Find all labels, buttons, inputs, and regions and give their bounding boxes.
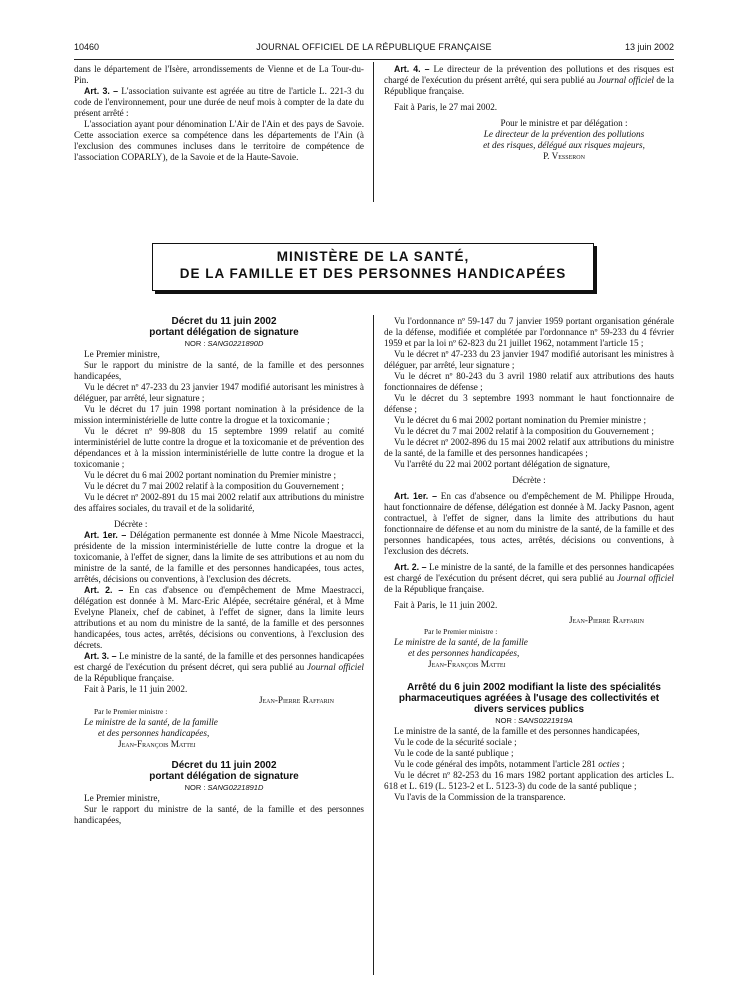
column-separator xyxy=(373,62,374,202)
paragraph: Vu le décret du 6 mai 2002 portant nomination du Premier ministre ; xyxy=(84,470,337,480)
left-column xyxy=(74,316,364,826)
arrete-title: Arrêté du 6 juin 2002 modifiant la liste des spécialités pharmaceutiques agréées à l'usage des collectivités et divers services publics xyxy=(398,682,661,715)
header-rule xyxy=(74,59,674,60)
page-number: 10460 xyxy=(74,42,100,52)
paragraph: Vu l'arrêté du 22 mai 2002 portant délégation de signature, xyxy=(394,459,610,469)
column-separator xyxy=(373,315,374,975)
paragraph: Vu le décret du 3 septembre 1993 nommant le haut fonctionnaire de défense ; xyxy=(384,393,674,414)
top-left-column xyxy=(74,64,364,163)
signatory: Jean-Pierre Raffarin xyxy=(258,695,334,705)
decrete: Décrète : xyxy=(114,519,148,529)
director-title-1: Le directeur de la prévention des pollutions xyxy=(483,129,645,139)
article-4: Art. 4. – Le directeur de la prévention des pollutions et des risques est chargé de l'exécution du présent arrêté, qui sera publié au Journal officiel de la République française. xyxy=(384,64,674,96)
issue-date: 13 juin 2002 xyxy=(624,42,674,52)
paragraph: Le Premier ministre, xyxy=(84,349,160,359)
paragraph: Vu le décret du 17 juin 1998 portant nomination à la présidence de la mission interministérielle de lutte contre la drogue et la toxicomanie ; xyxy=(74,404,364,425)
signatory: P. Vesseron xyxy=(543,151,585,161)
decree-2-nor: NOR : SANG0221891D xyxy=(184,783,264,792)
journal-title: JOURNAL OFFICIEL DE LA RÉPUBLIQUE FRANÇAISE xyxy=(256,42,492,52)
paragraph: dans le département de l'Isère, arrondissements de Vienne et de La Tour-du-Pin. xyxy=(74,64,364,85)
ministry-line-1: MINISTÈRE DE LA SANTÉ, xyxy=(276,249,470,264)
paragraph: Vu le décret du 7 mai 2002 relatif à la composition du Gouvernement ; xyxy=(394,426,654,436)
minister-title-2: et des personnes handicapées, xyxy=(408,648,520,658)
decree-2-subtitle: portant délégation de signature xyxy=(149,771,299,782)
paragraph: Vu le décret du 6 mai 2002 portant nomination du Premier ministre ; xyxy=(394,415,647,425)
decree-2-title: Décret du 11 juin 2002 xyxy=(171,760,277,771)
paragraph: Sur le rapport du ministre de la santé, de la famille et des personnes handicapées, xyxy=(74,360,364,381)
pour-le-ministre: Pour le ministre et par délégation : xyxy=(500,118,628,128)
decree-1-nor: NOR : SANG0221890D xyxy=(184,339,264,348)
par-premier-ministre: Par le Premier ministre : xyxy=(424,627,498,636)
paragraph: L'association ayant pour dénomination L'Air de l'Ain et des pays de Savoie. Cette association exerce sa compétence dans les départements de l'Ain (à l'exclusion des communes incluses dans le territoire de compétence de l'association COPARLY), de la Savoie et de la Haute-Savoie. xyxy=(74,119,364,162)
fait-a-paris: Fait à Paris, le 11 juin 2002. xyxy=(84,684,188,694)
article-3: Art. 3. – L'association suivante est agréée au titre de l'article L. 221-3 du code de l'environnement, pour une durée de neuf mois à compter de la date du présent arrêté : xyxy=(74,86,364,118)
paragraph: Le Premier ministre, xyxy=(84,793,160,803)
article-2: Art. 2. – En cas d'absence ou d'empêchement de Mme Maestracci, délégation est donnée à M. Marc-Eric Alépée, secrétaire général, et à Mme Evelyne Planeix, chef de cabinet, à l'effet de signer, dans la limite leurs attributions et au nom du ministre de la santé, de la famille et des personnes handicapées, tous actes, arrêtés, décisions ou conventions, à l'exclusion des décrets. xyxy=(74,585,364,650)
minister-title-1: Le ministre de la santé, de la famille xyxy=(84,717,218,727)
paragraph: Vu le décret nº 82-253 du 16 mars 1982 portant application des articles L. 618 et L. 619 (L. 5123-2 et L. 5123-3) du code de la santé publique ; xyxy=(384,770,674,791)
paragraph: Vu le décret nº 47-233 du 23 janvier 1947 modifié autorisant les ministres à déléguer, par arrêté, leur signature ; xyxy=(384,349,674,370)
signatory: Jean-Pierre Raffarin xyxy=(568,615,644,625)
decree-1-subtitle: portant délégation de signature xyxy=(149,327,299,338)
paragraph: Vu le décret nº 2002-891 du 15 mai 2002 relatif aux attributions du ministre des affaires sociales, du travail et de la solidarité, xyxy=(74,492,364,513)
minister-signatory: Jean-François Mattei xyxy=(428,659,506,669)
paragraph: Vu le décret du 7 mai 2002 relatif à la composition du Gouvernement ; xyxy=(84,481,344,491)
paragraph: Vu l'ordonnance nº 59-147 du 7 janvier 1959 portant organisation générale de la défense, modifiée et complétée par l'ordonnance nº 59-233 du 4 février 1959 et par la loi nº 62-823 du 21 juillet 1962, notamment l'article 15 ; xyxy=(384,316,674,348)
article-1: Art. 1er. – Délégation permanente est donnée à Mme Nicole Maestracci, présidente de la mission interministérielle de lutte contre la drogue et la toxicomanie, à l'effet de signer, dans la limite de ses attributions et au nom du ministre de la santé, de la famille et des personnes handicapées, tous actes, arrêtés, décisions ou conventions, à l'exclusion des décrets. xyxy=(74,530,364,584)
right-column xyxy=(384,316,674,803)
paragraph: Le ministre de la santé, de la famille et des personnes handicapées, xyxy=(394,726,640,736)
article-1: Art. 1er. – En cas d'absence ou d'empêchement de M. Philippe Hrouda, haut fonctionnaire de défense, délégation est donnée à M. Jacky Pasnon, agent contractuel, à l'effet de signer, dans la limite des attributions du haut fonctionnaire de défense et au nom du ministre de la santé, de la famille et des personnes handicapées, tous actes, arrêtés, décisions ou conventions, à l'exclusion des décrets. xyxy=(384,491,675,556)
paragraph: Vu le décret nº 47-233 du 23 janvier 1947 modifié autorisant les ministres à déléguer, par arrêté, leur signature ; xyxy=(74,382,364,403)
par-premier-ministre: Par le Premier ministre : xyxy=(94,707,168,716)
paragraph: Vu le code général des impôts, notamment l'article 281 octies ; xyxy=(394,759,625,769)
paragraph: Vu le code de la sécurité sociale ; xyxy=(394,737,517,747)
ministry-heading xyxy=(152,243,594,291)
fait-a-paris: Fait à Paris, le 27 mai 2002. xyxy=(394,102,498,112)
paragraph: Vu l'avis de la Commission de la transparence. xyxy=(394,792,566,802)
minister-title-2: et des personnes handicapées, xyxy=(98,728,210,738)
fait-a-paris: Fait à Paris, le 11 juin 2002. xyxy=(394,600,498,610)
arrete-nor: NOR : SANS0221919A xyxy=(495,716,573,725)
ministry-line-2: DE LA FAMILLE ET DES PERSONNES HANDICAPÉES xyxy=(179,266,567,281)
top-right-column xyxy=(384,64,674,162)
paragraph: Sur le rapport du ministre de la santé, de la famille et des personnes handicapées, xyxy=(74,804,364,825)
page-header xyxy=(74,40,674,56)
decree-1-title: Décret du 11 juin 2002 xyxy=(171,316,277,327)
paragraph: Vu le décret nº 2002-896 du 15 mai 2002 relatif aux attributions du ministre de la santé, de la famille et des personnes handicapées ; xyxy=(384,437,674,458)
decrete: Décrète : xyxy=(512,475,546,485)
paragraph: Vu le décret nº 80-243 du 3 avril 1980 relatif aux attributions des hauts fonctionnaires de défense ; xyxy=(384,371,674,392)
minister-signatory: Jean-François Mattei xyxy=(118,739,196,749)
paragraph: Vu le code de la santé publique ; xyxy=(394,748,514,758)
paragraph: Vu le décret nº 99-808 du 15 septembre 1999 relatif au comité interministériel de lutte contre la drogue et la toxicomanie et de prévention des dépendances et à la mission interministérielle de lutte contre la drogue et la toxicomanie ; xyxy=(74,426,364,469)
director-title-2: et des risques, délégué aux risques majeurs, xyxy=(483,140,645,150)
minister-title-1: Le ministre de la santé, de la famille xyxy=(394,637,528,647)
article-3: Art. 3. – Le ministre de la santé, de la famille et des personnes handicapées est chargé de l'exécution du présent décret, qui sera publié au Journal officiel de la République française. xyxy=(74,651,364,683)
article-2: Art. 2. – Le ministre de la santé, de la famille et des personnes handicapées est chargé de l'exécution du présent décret, qui sera publié au Journal officiel de la République française. xyxy=(384,562,674,594)
